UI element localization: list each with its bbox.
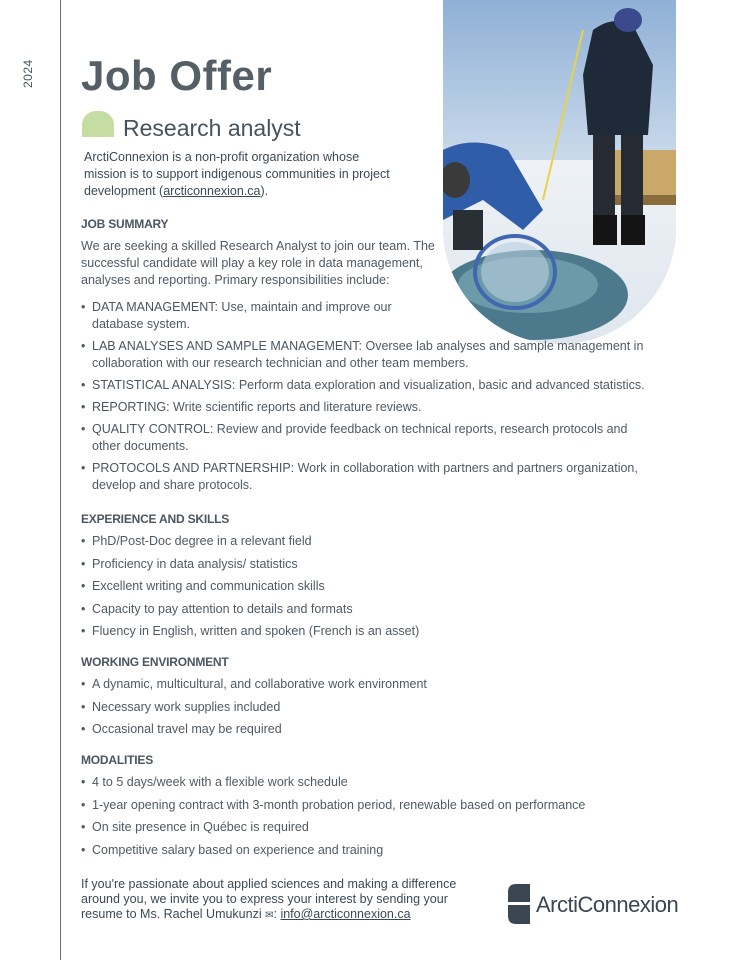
item-text: Write scientific reports and literature reviews. <box>169 400 422 414</box>
website-link[interactable]: arcticonnexion.ca <box>163 184 261 198</box>
email-link[interactable]: info@arcticonnexion.ca <box>280 907 411 921</box>
list-item: • Excellent writing and communication skills <box>81 578 681 595</box>
list-item <box>81 460 672 494</box>
modalities-heading: MODALITIES <box>81 753 153 767</box>
list-item <box>81 421 632 455</box>
list-item <box>81 377 712 394</box>
experience-heading: EXPERIENCE AND SKILLS <box>81 512 230 526</box>
closing-paragraph: If you're passionate about applied sciences and making a difference around you, we invite you to express your interest by sending your resume to Ms. Rachel Umukunzi ✉: info@arcticonnexion.ca <box>81 877 457 921</box>
email-icon: ✉ <box>265 910 274 921</box>
item-text: Work in collaboration with partners and partners organization, develop and share protocols. <box>92 461 638 492</box>
item-label: QUALITY CONTROL: <box>92 422 214 436</box>
item-text: Use, maintain and improve our database system. <box>92 300 392 331</box>
closing-text: If you're passionate about applied sciences and making a difference around you, we invite you to express your interest by sending your resume to Ms. Rachel Umukunzi <box>81 877 457 921</box>
intro-text: ArctiConnexion is a non-profit organization whose mission is to support indigenous communities in project development ( <box>84 150 390 198</box>
page-title: Job Offer <box>81 52 273 99</box>
item-label: DATA MANAGEMENT: <box>92 300 218 314</box>
item-label: STATISTICAL ANALYSIS: <box>92 378 236 392</box>
intro-end: ). <box>260 184 269 198</box>
list-item: • Fluency in English, written and spoken (French is an asset) <box>81 623 681 640</box>
list-item: • Proficiency in data analysis/ statistics <box>81 556 681 573</box>
environment-heading: WORKING ENVIRONMENT <box>81 655 229 669</box>
responsibilities-list <box>81 299 645 494</box>
intro-paragraph <box>84 149 404 200</box>
list-item: • 1-year opening contract with 3-month probation period, renewable based on performance <box>81 797 701 814</box>
experience-list <box>81 533 681 640</box>
logo-text: ArctiConnexion <box>536 892 679 917</box>
list-item: • PhD/Post-Doc degree in a relevant field <box>81 533 681 550</box>
list-item: • Necessary work supplies included <box>81 699 681 716</box>
item-label: PROTOCOLS AND PARTNERSHIP: <box>92 461 295 475</box>
item-label: LAB ANALYSES AND SAMPLE MANAGEMENT: <box>92 339 362 353</box>
job-summary-heading: JOB SUMMARY <box>81 217 169 231</box>
item-text: Perform data exploration and visualization, basic and advanced statistics. <box>235 378 645 392</box>
left-margin-rule <box>60 0 61 960</box>
list-item <box>81 299 422 333</box>
item-text: Oversee lab analyses and sample management in collaboration with our research technician and other team members. <box>92 339 644 370</box>
list-item: • A dynamic, multicultural, and collaborative work environment <box>81 676 681 693</box>
logo-mark-icon <box>508 884 530 924</box>
list-item: • Occasional travel may be required <box>81 721 681 738</box>
item-text: Review and provide feedback on technical reports, research protocols and other documents. <box>92 422 628 453</box>
list-item: • Competitive salary based on experience and training <box>81 842 701 859</box>
year-label: 2024 <box>21 59 35 88</box>
accent-tab-shape <box>82 111 114 137</box>
arcticonnexion-logo <box>508 884 698 924</box>
modalities-list <box>81 774 701 859</box>
job-summary-paragraph: We are seeking a skilled Research Analyst to join our team. The successful candidate will play a key role in data management, analyses and reporting. Primary responsibilities include: <box>81 239 435 287</box>
list-item: • On site presence in Québec is required <box>81 819 701 836</box>
list-item <box>81 338 712 372</box>
role-title: Research analyst <box>123 115 301 141</box>
list-item: • Capacity to pay attention to details and formats <box>81 601 681 618</box>
item-label: REPORTING: <box>92 400 170 414</box>
header-photo <box>443 0 676 344</box>
environment-list <box>81 676 681 738</box>
list-item: • 4 to 5 days/week with a flexible work schedule <box>81 774 701 791</box>
list-item <box>81 399 712 416</box>
